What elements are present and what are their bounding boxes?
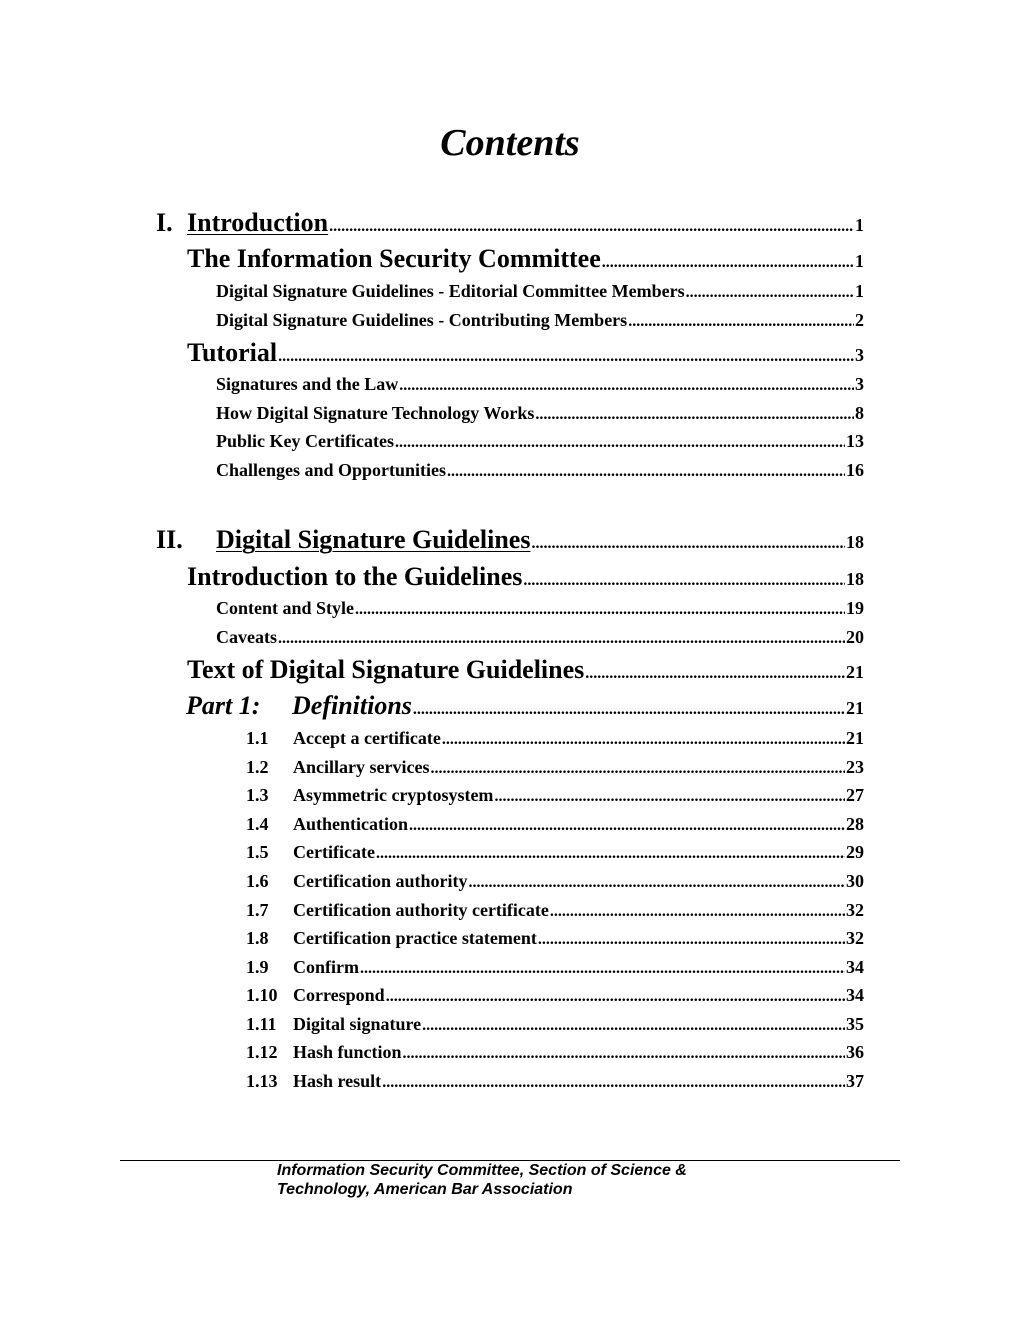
dot-leader bbox=[523, 572, 845, 590]
toc-entry-digital-signature[interactable] bbox=[246, 1014, 864, 1035]
toc-entry-number: 1.5 bbox=[246, 842, 269, 862]
toc-entry-label: Accept a certificate bbox=[293, 728, 441, 748]
toc-entry-signatures-and-the-law[interactable] bbox=[216, 374, 864, 395]
dot-leader bbox=[409, 817, 845, 835]
toc-entry-caveats[interactable] bbox=[216, 627, 864, 648]
toc-entry-page: 8 bbox=[855, 403, 864, 423]
toc-entry-introduction[interactable] bbox=[156, 208, 864, 238]
toc-entry-correspond[interactable] bbox=[246, 985, 864, 1006]
toc-entry-page: 1 bbox=[855, 215, 864, 235]
dot-leader bbox=[686, 284, 854, 302]
toc-entry-label: Correspond bbox=[293, 985, 385, 1005]
dot-leader bbox=[447, 463, 845, 481]
footer-line-1: Information Security Committee, Section of Science & bbox=[277, 1162, 687, 1179]
toc-entry-number: 1.1 bbox=[246, 728, 269, 748]
toc-entry-public-key-certificates[interactable] bbox=[216, 431, 864, 452]
toc-entry-page: 29 bbox=[846, 842, 864, 862]
toc-entry-page: 35 bbox=[846, 1014, 864, 1034]
dot-leader bbox=[430, 760, 845, 778]
toc-entry-label: Certification authority bbox=[293, 871, 468, 891]
toc-entry-accept-a-certificate[interactable] bbox=[246, 728, 864, 749]
toc-entry-hash-function[interactable] bbox=[246, 1042, 864, 1063]
toc-entry-page: 28 bbox=[846, 814, 864, 834]
toc-entry-page: 23 bbox=[846, 757, 864, 777]
toc-entry-label: Ancillary services bbox=[293, 757, 430, 777]
toc-entry-page: 34 bbox=[846, 985, 864, 1005]
toc-entry-page: 27 bbox=[846, 785, 864, 805]
dot-leader bbox=[550, 903, 845, 921]
toc-entry-number: Part 1: bbox=[186, 691, 261, 720]
dot-leader bbox=[382, 1074, 845, 1092]
toc-entry-contributing-members[interactable] bbox=[216, 310, 864, 331]
toc-entry-label: Introduction bbox=[187, 208, 329, 237]
toc-entry-page: 18 bbox=[846, 569, 864, 589]
toc-entry-label: Certification authority certificate bbox=[293, 900, 549, 920]
toc-entry-hash-result[interactable] bbox=[246, 1071, 864, 1092]
toc-entry-label: Certification practice statement bbox=[293, 928, 537, 948]
toc-entry-page: 21 bbox=[846, 662, 864, 682]
toc-entry-page: 16 bbox=[846, 460, 864, 480]
toc-entry-number: 1.10 bbox=[246, 985, 278, 1005]
toc-entry-label: Digital Signature Guidelines - Contributing Members bbox=[216, 310, 628, 330]
toc-entry-number: 1.9 bbox=[246, 957, 269, 977]
toc-entry-page: 21 bbox=[846, 728, 864, 748]
toc-entry-number: 1.12 bbox=[246, 1042, 278, 1062]
dot-leader bbox=[403, 1045, 845, 1063]
toc-entry-text-of-guidelines[interactable] bbox=[187, 655, 864, 685]
toc-entry-tutorial[interactable] bbox=[187, 338, 864, 368]
dot-leader bbox=[585, 665, 845, 683]
page-footer bbox=[277, 1161, 797, 1199]
toc-entry-page: 30 bbox=[846, 871, 864, 891]
toc-entry-how-technology-works[interactable] bbox=[216, 403, 864, 424]
toc-entry-number: 1.3 bbox=[246, 785, 269, 805]
dot-leader bbox=[422, 1017, 845, 1035]
dot-leader bbox=[360, 960, 845, 978]
toc-entry-certification-authority[interactable] bbox=[246, 871, 864, 892]
toc-entry-number: 1.8 bbox=[246, 928, 269, 948]
toc-entry-label: Content and Style bbox=[216, 598, 355, 618]
toc-entry-label: Confirm bbox=[293, 957, 359, 977]
toc-entry-number: 1.13 bbox=[246, 1071, 278, 1091]
dot-leader bbox=[628, 313, 854, 331]
toc-entry-number: 1.6 bbox=[246, 871, 269, 891]
toc-entry-number: I. bbox=[156, 208, 173, 237]
toc-entry-page: 13 bbox=[846, 431, 864, 451]
toc-entry-page: 20 bbox=[846, 627, 864, 647]
toc-entry-number: II. bbox=[156, 525, 183, 554]
toc-entry-page: 3 bbox=[855, 345, 864, 365]
toc-entry-label: How Digital Signature Technology Works bbox=[216, 403, 535, 423]
toc-entry-number: 1.7 bbox=[246, 900, 269, 920]
toc-entry-label: Caveats bbox=[216, 627, 277, 647]
toc-entry-editorial-committee-members[interactable] bbox=[216, 281, 864, 302]
dot-leader bbox=[399, 377, 854, 395]
toc-entry-page: 34 bbox=[846, 957, 864, 977]
toc-entry-label: Hash result bbox=[293, 1071, 382, 1091]
footer-line-2: Technology, American Bar Association bbox=[277, 1181, 573, 1198]
toc-entry-page: 19 bbox=[846, 598, 864, 618]
toc-entry-page: 1 bbox=[855, 251, 864, 271]
toc-entry-asymmetric-cryptosystem[interactable] bbox=[246, 785, 864, 806]
dot-leader bbox=[531, 535, 845, 553]
dot-leader bbox=[442, 731, 845, 749]
toc-entry-page: 2 bbox=[855, 310, 864, 330]
toc-entry-label: Digital signature bbox=[293, 1014, 422, 1034]
toc-entry-label: Hash function bbox=[293, 1042, 402, 1062]
toc-entry-label: Public Key Certificates bbox=[216, 431, 394, 451]
dot-leader bbox=[468, 874, 845, 892]
toc-entry-information-security-committee[interactable] bbox=[187, 244, 864, 274]
toc-entry-certification-authority-certificate[interactable] bbox=[246, 900, 864, 921]
toc-entry-introduction-to-guidelines[interactable] bbox=[187, 562, 864, 592]
toc-entry-page: 37 bbox=[846, 1071, 864, 1091]
dot-leader bbox=[278, 630, 845, 648]
toc-entry-page: 21 bbox=[846, 698, 864, 718]
toc-entry-label: The Information Security Committee bbox=[187, 244, 601, 273]
toc-entry-number: 1.2 bbox=[246, 757, 269, 777]
toc-entry-label: Definitions bbox=[292, 691, 412, 720]
dot-leader bbox=[535, 406, 854, 424]
dot-leader bbox=[329, 218, 854, 236]
toc-entry-page: 3 bbox=[855, 374, 864, 394]
toc-entry-authentication[interactable] bbox=[246, 814, 864, 835]
toc-entry-number: 1.11 bbox=[246, 1014, 277, 1034]
dot-leader bbox=[395, 434, 845, 452]
toc-entry-label: Authentication bbox=[293, 814, 409, 834]
toc-entry-label: Digital Signature Guidelines - Editorial Committee Members bbox=[216, 281, 685, 301]
dot-leader bbox=[538, 931, 845, 949]
dot-leader bbox=[355, 601, 845, 619]
toc-entry-ancillary-services[interactable] bbox=[246, 757, 864, 778]
dot-leader bbox=[494, 788, 845, 806]
toc-entry-page: 36 bbox=[846, 1042, 864, 1062]
toc-entry-page: 32 bbox=[846, 928, 864, 948]
toc-entry-label: Challenges and Opportunities bbox=[216, 460, 447, 480]
toc-entry-certificate[interactable] bbox=[246, 842, 864, 863]
toc-entry-content-and-style[interactable] bbox=[216, 598, 864, 619]
toc-entry-page: 18 bbox=[846, 532, 864, 552]
dot-leader bbox=[278, 348, 854, 366]
toc-entry-part-1-definitions[interactable] bbox=[186, 691, 864, 721]
dot-leader bbox=[386, 988, 845, 1006]
toc-entry-number: 1.4 bbox=[246, 814, 269, 834]
toc-entry-challenges-and-opportunities[interactable] bbox=[216, 460, 864, 481]
toc-entry-page: 32 bbox=[846, 900, 864, 920]
dot-leader bbox=[413, 701, 845, 719]
toc-entry-certification-practice-statement[interactable] bbox=[246, 928, 864, 949]
toc-entry-confirm[interactable] bbox=[246, 957, 864, 978]
toc-entry-label: Tutorial bbox=[187, 338, 278, 367]
contents-title: Contents bbox=[440, 122, 580, 164]
toc-entry-label: Signatures and the Law bbox=[216, 374, 399, 394]
toc-entry-label: Digital Signature Guidelines bbox=[216, 525, 531, 554]
dot-leader bbox=[376, 845, 845, 863]
dot-leader bbox=[602, 254, 854, 272]
toc-entry-label: Introduction to the Guidelines bbox=[187, 562, 523, 591]
toc-entry-label: Text of Digital Signature Guidelines bbox=[187, 655, 585, 684]
toc-entry-digital-signature-guidelines[interactable] bbox=[156, 525, 864, 555]
toc-entry-label: Asymmetric cryptosystem bbox=[293, 785, 494, 805]
toc-entry-page: 1 bbox=[855, 281, 864, 301]
toc-entry-label: Certificate bbox=[293, 842, 375, 862]
